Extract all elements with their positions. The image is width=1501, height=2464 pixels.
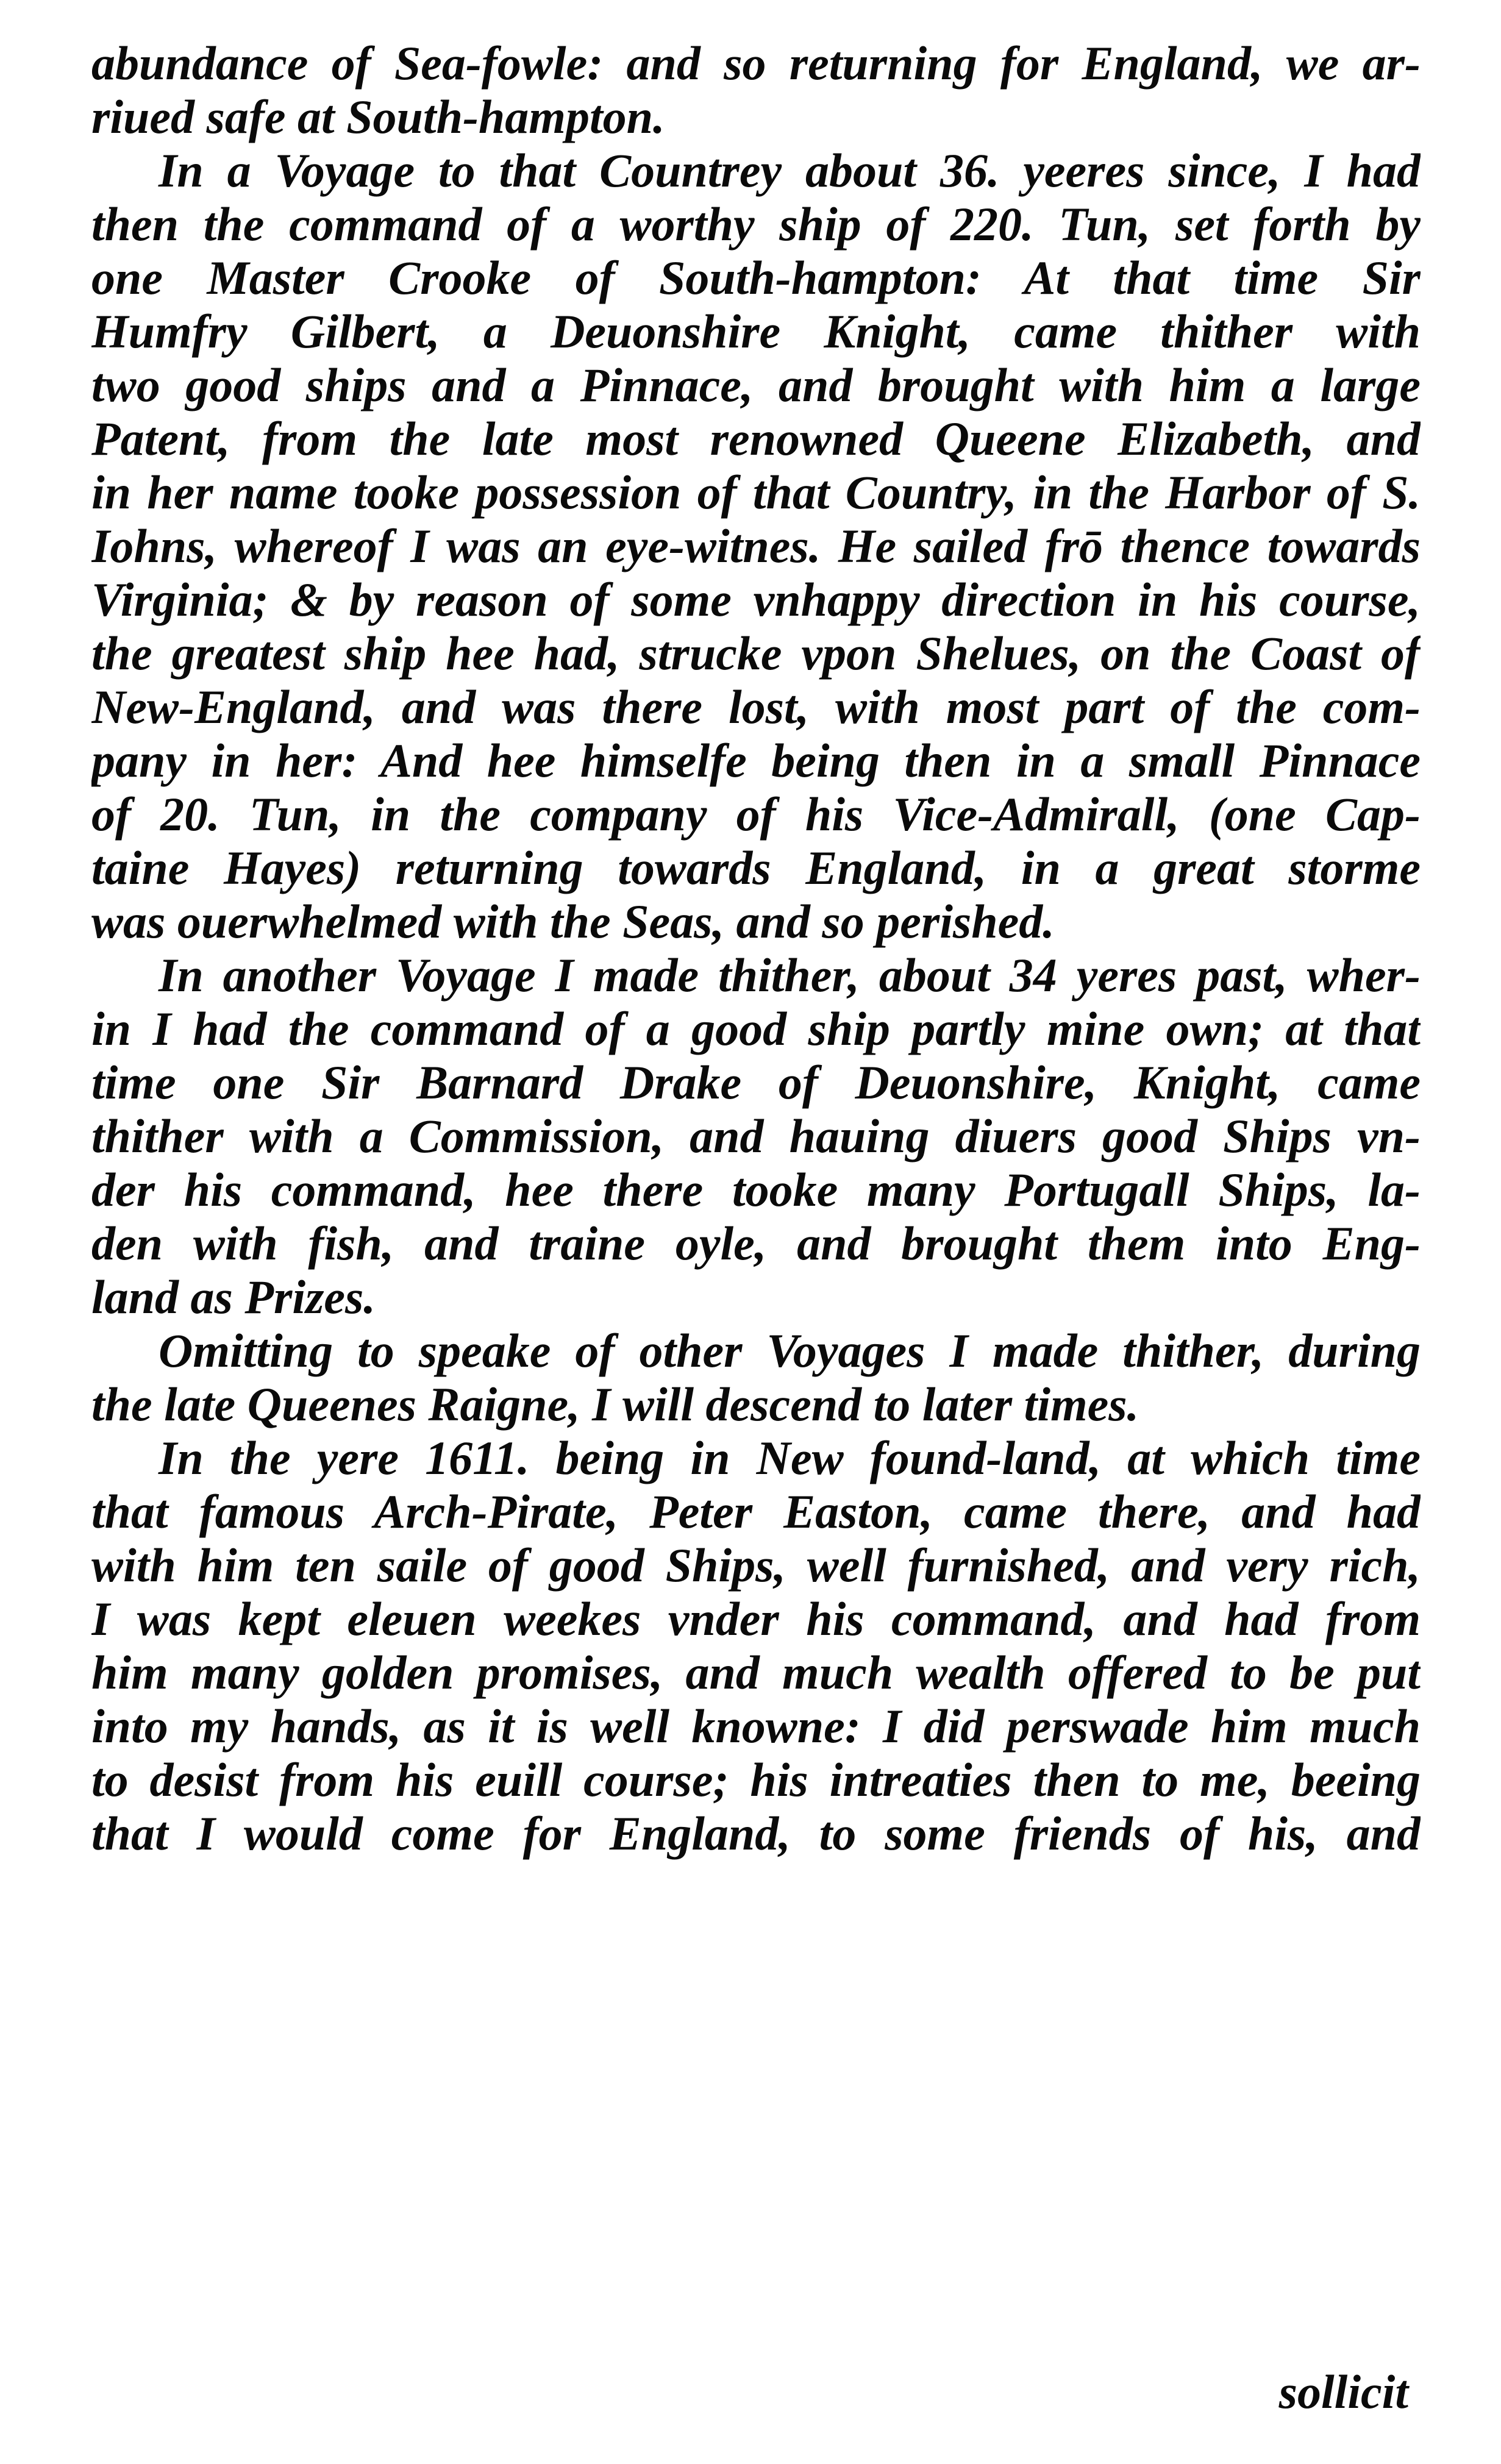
- text-line: thither with a Commission, and hauing diuers good Ships vn-: [91, 1109, 1421, 1163]
- paragraph-3: [91, 949, 1421, 1324]
- text-line: In another Voyage I made thither, about 34 yeres past, wher-: [159, 949, 1421, 1002]
- text-line: New-England, and was there lost, with most part of the com-: [91, 680, 1421, 733]
- text-line: in I had the command of a good ship partly mine own; at that: [91, 1002, 1421, 1055]
- text-line: abundance of Sea-fowle: and so returning for England, we ar-: [91, 37, 1421, 90]
- text-line: land as Prizes.: [91, 1270, 376, 1323]
- paragraph-2: [91, 144, 1421, 949]
- text-line: then the command of a worthy ship of 220. Tun, set forth by: [91, 198, 1421, 251]
- text-line: I was kept eleuen weekes vnder his command, and had from: [91, 1592, 1421, 1645]
- paragraph-4: [91, 1324, 1421, 1431]
- text-line: pany in her: And hee himselfe being then in a small Pinnace: [91, 734, 1421, 787]
- text-line: Humfry Gilbert, a Deuonshire Knight, came thither with: [91, 305, 1421, 358]
- text-line: two good ships and a Pinnace, and brought with him a large: [91, 358, 1421, 411]
- paragraph-5: [91, 1431, 1421, 1860]
- text-line: the late Queenes Raigne, I will descend to later times.: [91, 1378, 1139, 1431]
- text-line: Iohns, whereof I was an eye-witnes. He sailed frō thence towards: [91, 519, 1421, 572]
- text-line: was ouerwhelmed with the Seas, and so perished.: [91, 895, 1055, 948]
- text-line: time one Sir Barnard Drake of Deuonshire, Knight, came: [91, 1056, 1421, 1109]
- text-line: In a Voyage to that Countrey about 36. yeeres since, I had: [159, 144, 1421, 197]
- text-line: riued safe at South-hampton.: [91, 90, 665, 143]
- text-line: Omitting to speake of other Voyages I made thither, during: [159, 1324, 1421, 1377]
- text-line: the greatest ship hee had, strucke vpon Shelues, on the Coast of: [91, 627, 1421, 680]
- text-line: him many golden promises, and much wealth offered to be put: [91, 1646, 1421, 1699]
- document-page: [91, 37, 1421, 2418]
- text-line: to desist from his euill course; his intreaties then to me, beeing: [91, 1753, 1421, 1806]
- text-line: that I would come for England, to some friends of his, and: [91, 1807, 1421, 1860]
- text-line: in her name tooke possession of that Country, in the Harbor of S.: [91, 466, 1421, 519]
- paragraph-1: [91, 37, 1421, 144]
- text-line: In the yere 1611. being in New found-land, at which time: [159, 1431, 1421, 1484]
- text-line: taine Hayes) returning towards England, in a great storme: [91, 841, 1421, 894]
- text-line: Patent, from the late most renowned Queene Elizabeth, and: [91, 412, 1421, 465]
- text-line: den with fish, and traine oyle, and brought them into Eng-: [91, 1217, 1421, 1270]
- catchword: sollicit: [1278, 2365, 1408, 2418]
- text-line: of 20. Tun, in the company of his Vice-Admirall, (one Cap-: [91, 788, 1421, 841]
- text-line: with him ten saile of good Ships, well furnished, and very rich,: [91, 1539, 1421, 1592]
- text-line: one Master Crooke of South-hampton: At that time Sir: [91, 251, 1421, 304]
- text-line: Virginia; & by reason of some vnhappy direction in his course,: [91, 573, 1421, 626]
- text-line: into my hands, as it is well knowne: I did perswade him much: [91, 1700, 1421, 1753]
- text-line: der his command, hee there tooke many Portugall Ships, la-: [91, 1163, 1421, 1216]
- text-line: that famous Arch-Pirate, Peter Easton, came there, and had: [91, 1485, 1421, 1538]
